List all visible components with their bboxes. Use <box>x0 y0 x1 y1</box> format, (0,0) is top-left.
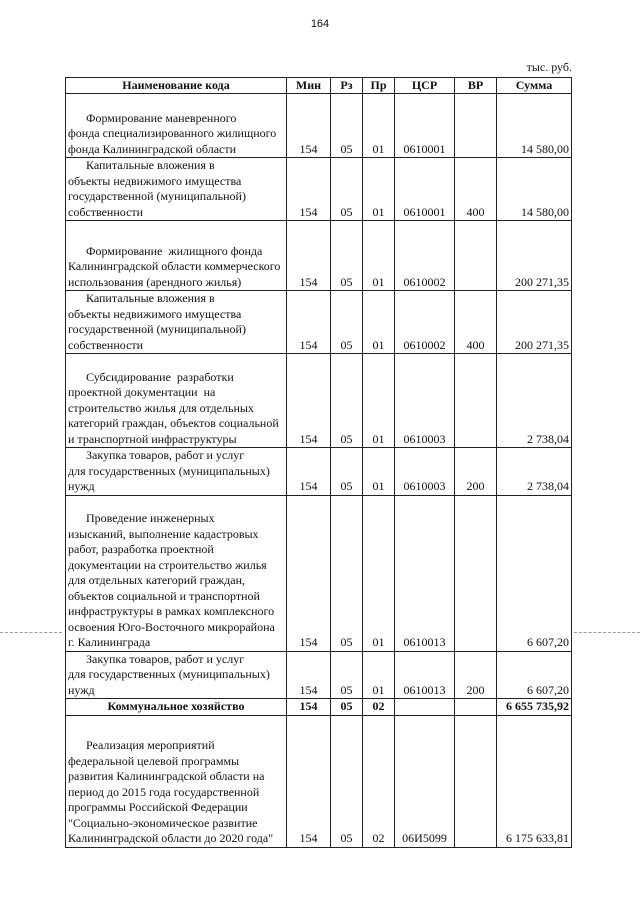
cell-csr: 0610003 <box>395 354 455 448</box>
cell-min: 154 <box>287 651 331 699</box>
cell-rz: 05 <box>331 651 363 699</box>
page-number: 164 <box>310 18 330 30</box>
cell-sum: 14 580,00 <box>497 94 572 158</box>
table-header-row <box>66 78 572 94</box>
section-summary-row <box>66 699 572 716</box>
cell-pr: 01 <box>363 158 395 221</box>
cell-rz: 05 <box>331 715 363 847</box>
cell-name-text: Субсидирование разработки проектной документации на строительство жилья для отдельных категорий граждан, объектов социальной и транспортной инфраструктуры <box>68 369 279 446</box>
cell-name-text: Закупка товаров, работ и услуг для государственных (муниципальных) нужд <box>68 448 270 493</box>
cell-pr: 01 <box>363 651 395 699</box>
table-row <box>66 495 572 651</box>
cell-min: 154 <box>287 715 331 847</box>
cell-pr: 01 <box>363 291 395 354</box>
cell-pr: 01 <box>363 221 395 291</box>
cell-name <box>66 221 287 291</box>
cell-name-text: Формирование маневренного фонда специализированного жилищного фонда Калининградской области <box>68 110 277 156</box>
cell-min: 154 <box>287 354 331 448</box>
table-row <box>66 354 572 448</box>
cell-pr: 02 <box>363 715 395 847</box>
cell-min: 154 <box>287 448 331 496</box>
cell-pr: 01 <box>363 495 395 651</box>
cell-sum: 200 271,35 <box>497 221 572 291</box>
header-vr: ВР <box>455 78 497 94</box>
header-csr: ЦСР <box>395 78 455 94</box>
cell-sum: 200 271,35 <box>497 291 572 354</box>
cell-csr: 0610002 <box>395 221 455 291</box>
cell-rz: 05 <box>331 495 363 651</box>
cell-min: 154 <box>287 291 331 354</box>
cell-sum: 6 607,20 <box>497 495 572 651</box>
header-name: Наименование кода <box>66 78 287 94</box>
scan-artifact-line <box>0 632 62 633</box>
cell-vr <box>455 699 497 716</box>
cell-pr: 02 <box>363 699 395 716</box>
cell-sum: 2 738,04 <box>497 354 572 448</box>
cell-sum: 6 175 633,81 <box>497 715 572 847</box>
cell-min: 154 <box>287 699 331 716</box>
cell-rz: 05 <box>331 354 363 448</box>
table-row <box>66 448 572 496</box>
cell-vr <box>455 715 497 847</box>
header-min: Мин <box>287 78 331 94</box>
cell-vr <box>455 495 497 651</box>
units-label: тыс. руб. <box>526 60 572 74</box>
cell-rz: 05 <box>331 448 363 496</box>
cell-name <box>66 651 287 699</box>
cell-csr: 0610013 <box>395 495 455 651</box>
cell-rz: 05 <box>331 699 363 716</box>
cell-name <box>66 699 287 716</box>
cell-name <box>66 291 287 354</box>
cell-name <box>66 715 287 847</box>
cell-sum: 14 580,00 <box>497 158 572 221</box>
cell-min: 154 <box>287 495 331 651</box>
cell-rz: 05 <box>331 221 363 291</box>
cell-sum: 6 655 735,92 <box>497 699 572 716</box>
header-pr: Пр <box>363 78 395 94</box>
cell-name-text: Формирование жилищного фонда Калининградской области коммерческого использования (арендного жилья) <box>68 243 281 289</box>
cell-name <box>66 495 287 651</box>
cell-sum: 2 738,04 <box>497 448 572 496</box>
cell-name <box>66 158 287 221</box>
table-row <box>66 651 572 699</box>
cell-sum: 6 607,20 <box>497 651 572 699</box>
cell-csr <box>395 699 455 716</box>
cell-name-text: Реализация мероприятий федеральной целевой программы развития Калининградской области на период до 2015 года государственной программы Российской Федерации "Социально-экономическое развитие Калининградской области до 2020 года" <box>68 738 274 845</box>
table-row <box>66 94 572 158</box>
cell-rz: 05 <box>331 94 363 158</box>
cell-min: 154 <box>287 221 331 291</box>
cell-csr: 06И5099 <box>395 715 455 847</box>
cell-name-text: Капитальные вложения в объекты недвижимого имущества государственной (муниципальной) собственности <box>68 291 246 352</box>
budget-table <box>65 77 572 848</box>
cell-pr: 01 <box>363 448 395 496</box>
cell-name-text: Закупка товаров, работ и услуг для государственных (муниципальных) нужд <box>68 651 270 697</box>
cell-name <box>66 94 287 158</box>
cell-name-text: Проведение инженерных изысканий, выполнение кадастровых работ, разработка проектной документации на строительство жилья для отдельных категорий граждан, объектов социальной и транспортной инфраструктуры в рамках комплексного освоения Юго-Восточного микрорайона г. Калининграда <box>68 511 275 649</box>
cell-pr: 01 <box>363 94 395 158</box>
table-row <box>66 221 572 291</box>
cell-min: 154 <box>287 158 331 221</box>
cell-csr: 0610001 <box>395 94 455 158</box>
table-body <box>66 94 572 848</box>
cell-vr <box>455 94 497 158</box>
cell-csr: 0610002 <box>395 291 455 354</box>
cell-csr: 0610013 <box>395 651 455 699</box>
cell-name <box>66 448 287 496</box>
cell-csr: 0610001 <box>395 158 455 221</box>
cell-vr: 400 <box>455 291 497 354</box>
cell-vr: 200 <box>455 448 497 496</box>
cell-name-text: Капитальные вложения в объекты недвижимого имущества государственной (муниципальной) собственности <box>68 158 246 219</box>
cell-vr <box>455 354 497 448</box>
table-row <box>66 291 572 354</box>
scan-artifact-line <box>574 632 640 633</box>
header-rz: Рз <box>331 78 363 94</box>
cell-rz: 05 <box>331 158 363 221</box>
table-row <box>66 715 572 847</box>
cell-vr <box>455 221 497 291</box>
cell-vr: 400 <box>455 158 497 221</box>
cell-name-text: Коммунальное хозяйство <box>107 699 245 713</box>
cell-name <box>66 354 287 448</box>
cell-csr: 0610003 <box>395 448 455 496</box>
cell-vr: 200 <box>455 651 497 699</box>
cell-min: 154 <box>287 94 331 158</box>
header-sum: Сумма <box>497 78 572 94</box>
table-row <box>66 158 572 221</box>
cell-rz: 05 <box>331 291 363 354</box>
cell-pr: 01 <box>363 354 395 448</box>
